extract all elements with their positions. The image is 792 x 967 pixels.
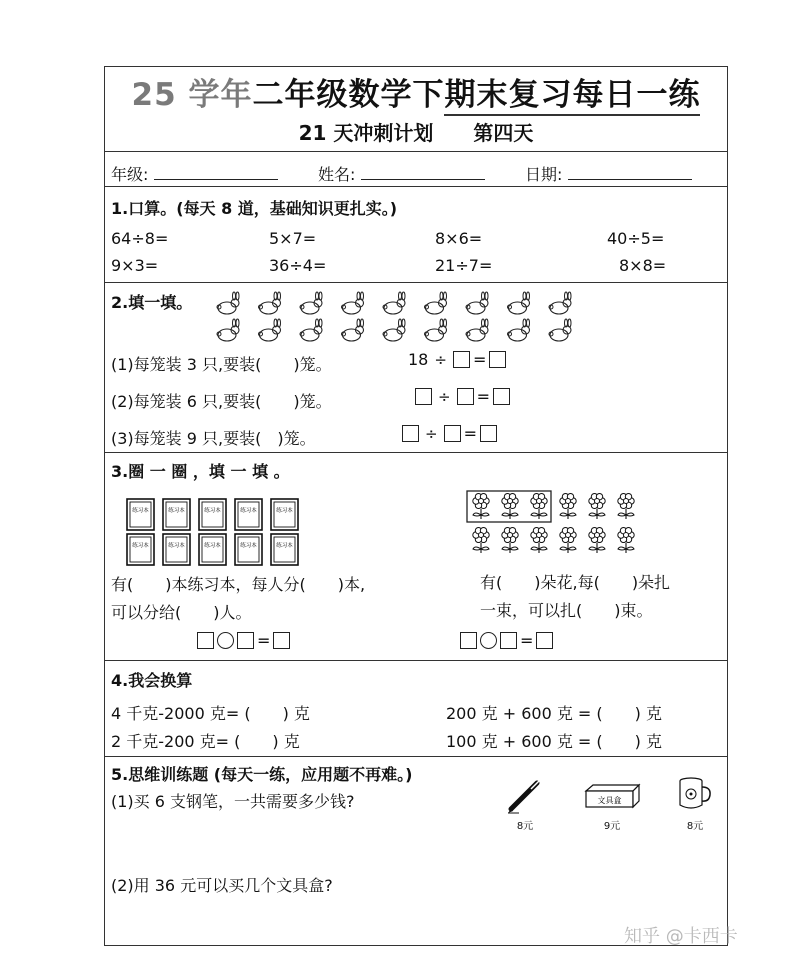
flower-grid <box>465 489 645 559</box>
operator-circle[interactable] <box>480 632 497 649</box>
rabbit-icon <box>300 319 322 341</box>
answer-box[interactable] <box>197 632 214 649</box>
flower-icon <box>473 493 489 519</box>
rabbit-icon <box>508 292 530 314</box>
fill-q2: (2)每笼装 6 只,要装( )笼。 <box>111 392 332 411</box>
flower-icon <box>560 527 576 553</box>
oral-problem: 8×8= <box>619 256 667 275</box>
rabbit-icon <box>259 292 281 314</box>
conversion-problem: 2 千克-200 克= ( ) 克 <box>111 732 300 751</box>
conversion-problem: 200 克 + 600 克 = ( ) 克 <box>446 704 662 723</box>
answer-box[interactable] <box>500 632 517 649</box>
divider <box>105 756 727 757</box>
answer-box[interactable] <box>415 388 432 405</box>
divider <box>105 282 727 283</box>
flower-icon <box>589 493 605 519</box>
notebook-q-line1: 有( )本练习本，每人分( )本, <box>111 575 366 594</box>
page-title: 25 学年二年级数学下期末复习每日一练 <box>105 69 727 114</box>
notebook-label: 练习本 <box>132 543 149 549</box>
flower-icon <box>618 527 634 553</box>
flower-icon <box>502 527 518 553</box>
answer-box[interactable] <box>489 351 506 368</box>
notebook-icon <box>271 499 298 530</box>
flower-icon <box>473 527 489 553</box>
notebook-icon <box>199 499 226 530</box>
notebook-icon <box>235 499 262 530</box>
pencil-box-label: 文具盒 <box>597 796 622 805</box>
notebook-label: 练习本 <box>204 508 221 514</box>
flower-icon <box>531 527 547 553</box>
name-field: 姓名: <box>318 162 485 185</box>
name-blank[interactable] <box>361 164 485 180</box>
answer-box[interactable] <box>493 388 510 405</box>
divider <box>105 660 727 661</box>
pen-price: 8元 <box>516 821 534 832</box>
conversion-problem: 100 克 + 600 克 = ( ) 克 <box>446 732 662 751</box>
flower-icon <box>589 527 605 553</box>
watermark: 知乎 @卡西卡 <box>624 926 738 947</box>
rabbit-icon <box>508 319 530 341</box>
answer-box[interactable] <box>457 388 474 405</box>
flower-icon <box>531 493 547 519</box>
oral-problem: 5×7= <box>269 229 317 248</box>
notebook-icon <box>163 534 190 565</box>
answer-box[interactable] <box>237 632 254 649</box>
flower-equation: = <box>460 631 553 650</box>
pen-icon <box>505 775 545 815</box>
notebook-icon <box>127 534 154 565</box>
answer-box[interactable] <box>536 632 553 649</box>
notebook-icon <box>163 499 190 530</box>
fill-q3: (3)每笼装 9 只,要装( )笼。 <box>111 429 316 448</box>
operator-circle[interactable] <box>217 632 234 649</box>
rabbit-grid <box>205 289 575 345</box>
oral-problem: 40÷5= <box>607 229 665 248</box>
section2-title: 2.填一填。 <box>111 293 193 312</box>
day-label: 第四天 <box>473 121 534 145</box>
equation-q2: ÷ = <box>415 387 510 406</box>
flower-q-line2: 一束，可以扎( )束。 <box>480 601 653 620</box>
oral-problem: 36÷4= <box>269 256 327 275</box>
rabbit-icon <box>300 292 322 314</box>
pencil-box-icon <box>583 783 641 811</box>
equation-q1: 18 ÷ = <box>408 350 506 369</box>
divider <box>105 452 727 453</box>
rabbit-icon <box>259 319 281 341</box>
answer-box[interactable] <box>444 425 461 442</box>
notebook-label: 练习本 <box>204 543 221 549</box>
rabbit-icon <box>383 319 405 341</box>
fill-q1: (1)每笼装 3 只,要装( )笼。 <box>111 355 332 374</box>
notebook-icon <box>235 534 262 565</box>
notebook-q-line2: 可以分给( )人。 <box>111 603 252 622</box>
rabbit-icon <box>466 292 488 314</box>
divider <box>105 151 727 152</box>
notebook-label: 练习本 <box>240 508 257 514</box>
notebook-equation: = <box>197 631 290 650</box>
rabbit-icon <box>383 292 405 314</box>
rabbit-icon <box>342 319 364 341</box>
answer-box[interactable] <box>273 632 290 649</box>
notebook-label: 练习本 <box>168 543 185 549</box>
rabbit-icon <box>342 292 364 314</box>
rabbit-icon <box>549 319 571 341</box>
answer-box[interactable] <box>402 425 419 442</box>
flower-icon <box>502 493 518 519</box>
flower-icon <box>560 493 576 519</box>
notebook-icon <box>199 534 226 565</box>
answer-box[interactable] <box>460 632 477 649</box>
date-field: 日期: <box>525 162 692 185</box>
word-problem-2: (2)用 36 元可以买几个文具盒? <box>111 876 333 895</box>
pencil-box-price: 9元 <box>603 821 621 832</box>
section4-title: 4.我会换算 <box>111 671 193 690</box>
cup-icon <box>675 775 715 813</box>
grade-field: 年级: <box>111 162 278 185</box>
rabbit-icon <box>425 292 447 314</box>
oral-problem: 64÷8= <box>111 229 169 248</box>
notebook-label: 练习本 <box>132 508 149 514</box>
flower-q-line1: 有( )朵花,每( )朵扎 <box>480 573 671 592</box>
cup-price: 8元 <box>686 821 704 832</box>
rabbit-icon <box>549 292 571 314</box>
rabbit-icon <box>217 292 239 314</box>
rabbit-icon <box>466 319 488 341</box>
plan-label: 21 天冲刺计划 <box>298 121 434 145</box>
notebook-label: 练习本 <box>168 508 185 514</box>
answer-box[interactable] <box>453 351 470 368</box>
grade-blank[interactable] <box>154 164 278 180</box>
rabbit-icon <box>425 319 447 341</box>
subtitle <box>105 117 727 146</box>
section3-title: 3.圈 一 圈 ，填 一 填 。 <box>111 462 290 481</box>
notebook-icon <box>127 499 154 530</box>
word-problem-1: (1)买 6 支钢笔，一共需要多少钱? <box>111 792 355 811</box>
notebook-grid <box>123 497 308 567</box>
conversion-problem: 4 千克-2000 克= ( ) 克 <box>111 704 310 723</box>
divider <box>105 186 727 187</box>
notebook-icon <box>271 534 298 565</box>
notebook-label: 练习本 <box>276 543 293 549</box>
equation-q3: ÷ = <box>402 424 497 443</box>
flower-icon <box>618 493 634 519</box>
date-blank[interactable] <box>568 164 692 180</box>
answer-box[interactable] <box>480 425 497 442</box>
rabbit-icon <box>217 319 239 341</box>
oral-problem: 8×6= <box>435 229 483 248</box>
oral-problem: 21÷7= <box>435 256 493 275</box>
notebook-label: 练习本 <box>240 543 257 549</box>
oral-problem: 9×3= <box>111 256 159 275</box>
worksheet <box>104 66 728 946</box>
section1-title: 1.口算。(每天 8 道，基础知识更扎实。) <box>111 199 398 218</box>
notebook-label: 练习本 <box>276 508 293 514</box>
section5-title: 5.思维训练题 (每天一练，应用题不再难。) <box>111 765 413 784</box>
